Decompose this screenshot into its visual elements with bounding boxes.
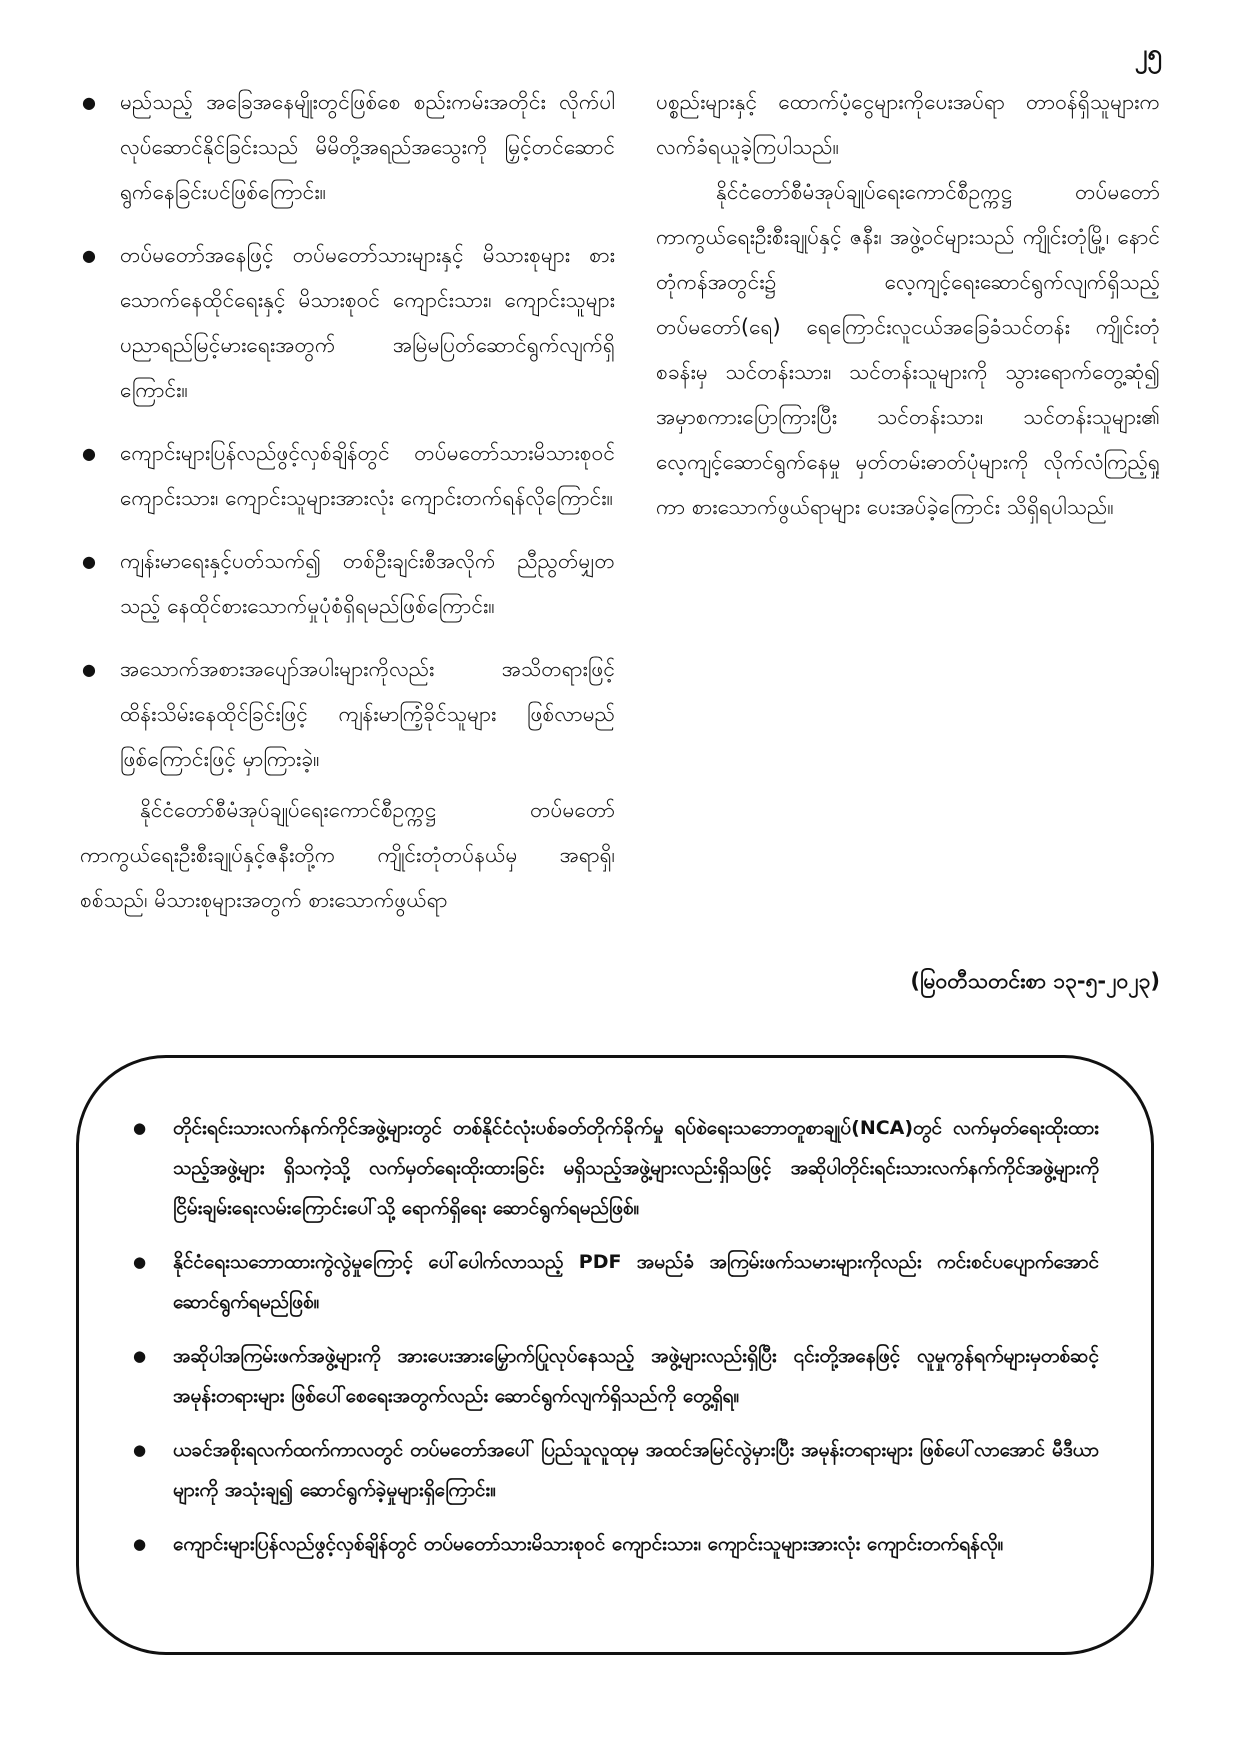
callout-list xyxy=(131,1108,1099,1564)
list-item: ● ကျောင်းများပြန်လည်ဖွင့်လှစ်ချိန်တွင် တပ်မတော်သားမိသားစုဝင် ကျောင်းသား၊ ကျောင်းသူများအားလုံး ကျောင်းတက်ရန်လိုကြောင်း။ xyxy=(80,431,615,521)
body-paragraph: ပစ္စည်းများနှင့် ထောက်ပံ့ငွေများကိုပေးအပ်ရာ တာဝန်ရှိသူများက လက်ခံရယူခဲ့ကြပါသည်။ xyxy=(656,90,1160,159)
source-citation: (မြဝတီသတင်းစာ ၁၃-၅-၂၀၂၃) xyxy=(910,969,1160,993)
list-item: ● တိုင်းရင်းသားလက်နက်ကိုင်အဖွဲ့များတွင် တစ်နိုင်ငံလုံးပစ်ခတ်တိုက်ခိုက်မှု ရပ်စဲရေးသဘောတူစာချုပ်(NCA)တွင် လက်မှတ်ရေးထိုးထားသည့်အဖွဲ့များ ရှိသကဲ့သို့ လက်မှတ်ရေးထိုးထားခြင်း မရှိသည့်အဖွဲ့များလည်းရှိသဖြင့် အဆိုပါတိုင်းရင်းသားလက်နက်ကိုင်အဖွဲ့များကို ငြိမ်းချမ်းရေးလမ်းကြောင်းပေါ်သို့ ရောက်ရှိရေး ဆောင်ရွက်ရမည်ဖြစ်။ xyxy=(131,1108,1099,1228)
page-number: ၂၅ xyxy=(1134,39,1162,69)
body-paragraph: နိုင်ငံတော်စီမံအုပ်ချုပ်ရေးကောင်စီဥက္ကဋ္ဌ တပ်မတော်ကာကွယ်ရေးဦးစီးချုပ်နှင့် ဇနီး၊ အဖွဲ့ဝင်များသည် ကျိုင်းတုံမြို့၊ နောင်တုံကန်အတွင်း၌ လေ့ကျင့်ရေးဆောင်ရွက်လျက်ရှိသည့် တပ်မတော်(ရေ) ရေကြောင်းလူငယ်အခြေခံသင်တန်း ကျိုင်းတုံစခန်းမှ သင်တန်းသား၊ သင်တန်းသူများကို သွားရောက်တွေ့ဆုံ၍ အမှာစကားပြောကြားပြီး သင်တန်းသား၊ သင်တန်းသူများ၏ လေ့ကျင့်ဆောင်ရွက်နေမှု မှတ်တမ်းဓာတ်ပုံများကို လိုက်လံကြည့်ရှုကာ စားသောက်ဖွယ်ရာများ ပေးအပ်ခဲ့ကြောင်း သိရှိရပါသည်။ xyxy=(656,180,1160,519)
list-item: ● ယခင်အစိုးရလက်ထက်ကာလတွင် တပ်မတော်အပေါ် ပြည်သူလူထုမှ အထင်အမြင်လွဲမှားပြီး အမုန်းတရားများ ဖြစ်ပေါ်လာအောင် မီဒီယာများကို အသုံးချ၍ ဆောင်ရွက်ခဲ့မှုများရှိကြောင်း။ xyxy=(131,1430,1099,1510)
list-item: ● အသောက်အစားအပျော်အပါးများကိုလည်း အသိတရားဖြင့် ထိန်းသိမ်းနေထိုင်ခြင်းဖြင့် ကျန်းမာကြံ့ခိုင်သူများ ဖြစ်လာမည်ဖြစ်ကြောင်းဖြင့် မှာကြားခဲ့။ xyxy=(80,647,615,782)
list-item: ● ကျန်းမာရေးနှင့်ပတ်သက်၍ တစ်ဦးချင်းစီအလိုက် ညီညွတ်မျှတသည့် နေထိုင်စားသောက်မှုပုံစံရှိရမည်ဖြစ်ကြောင်း။ xyxy=(80,539,615,629)
list-item: ● မည်သည့် အခြေအနေမျိုးတွင်ဖြစ်စေ စည်းကမ်းအတိုင်း လိုက်ပါလုပ်ဆောင်နိုင်ခြင်းသည် မိမိတို့အရည်အသွေးကို မြှင့်တင်ဆောင်ရွက်နေခြင်းပင်ဖြစ်ကြောင်း။ xyxy=(80,80,615,215)
right-column xyxy=(656,80,1160,530)
article-body xyxy=(80,80,1160,1010)
left-bullet-list xyxy=(80,80,615,782)
list-item: ● အဆိုပါအကြမ်းဖက်အဖွဲ့များကို အားပေးအားမြှောက်ပြုလုပ်နေသည့် အဖွဲ့များလည်းရှိပြီး ၎င်းတို့အနေဖြင့် လူမှုကွန်ရက်များမှတစ်ဆင့် အမုန်းတရားများ ဖြစ်ပေါ်စေရေးအတွက်လည်း ဆောင်ရွက်လျက်ရှိသည်ကို တွေ့ရှိရ။ xyxy=(131,1336,1099,1416)
left-column xyxy=(80,80,615,923)
list-item: ● နိုင်ငံရေးသဘောထားကွဲလွဲမှုကြောင့် ပေါ်ပေါက်လာသည့် PDF အမည်ခံ အကြမ်းဖက်သမားများကိုလည်း ကင်းစင်ပပျောက်အောင် ဆောင်ရွက်ရမည်ဖြစ်။ xyxy=(131,1242,1099,1322)
body-paragraph: နိုင်ငံတော်စီမံအုပ်ချုပ်ရေးကောင်စီဥက္ကဋ္ဌ တပ်မတော်ကာကွယ်ရေးဦးစီးချုပ်နှင့်ဇနီးတို့က ကျိုင်းတုံတပ်နယ်မှ အရာရှိ၊ စစ်သည်၊ မိသားစုများအတွက် စားသောက်ဖွယ်ရာ xyxy=(80,798,615,912)
list-item: ● ကျောင်းများပြန်လည်ဖွင့်လှစ်ချိန်တွင် တပ်မတော်သားမိသားစုဝင် ကျောင်းသား၊ ကျောင်းသူများအားလုံး ကျောင်းတက်ရန်လို။ xyxy=(131,1524,1099,1564)
list-item: ● တပ်မတော်အနေဖြင့် တပ်မတော်သားများနှင့် မိသားစုများ စားသောက်နေထိုင်ရေးနှင့် မိသားစုဝင် ကျောင်းသား၊ ကျောင်းသူများ ပညာရည်မြင့်မားရေးအတွက် အမြဲမပြတ်ဆောင်ရွက်လျက်ရှိကြောင်း။ xyxy=(80,233,615,413)
summary-callout-box xyxy=(76,1055,1154,1655)
